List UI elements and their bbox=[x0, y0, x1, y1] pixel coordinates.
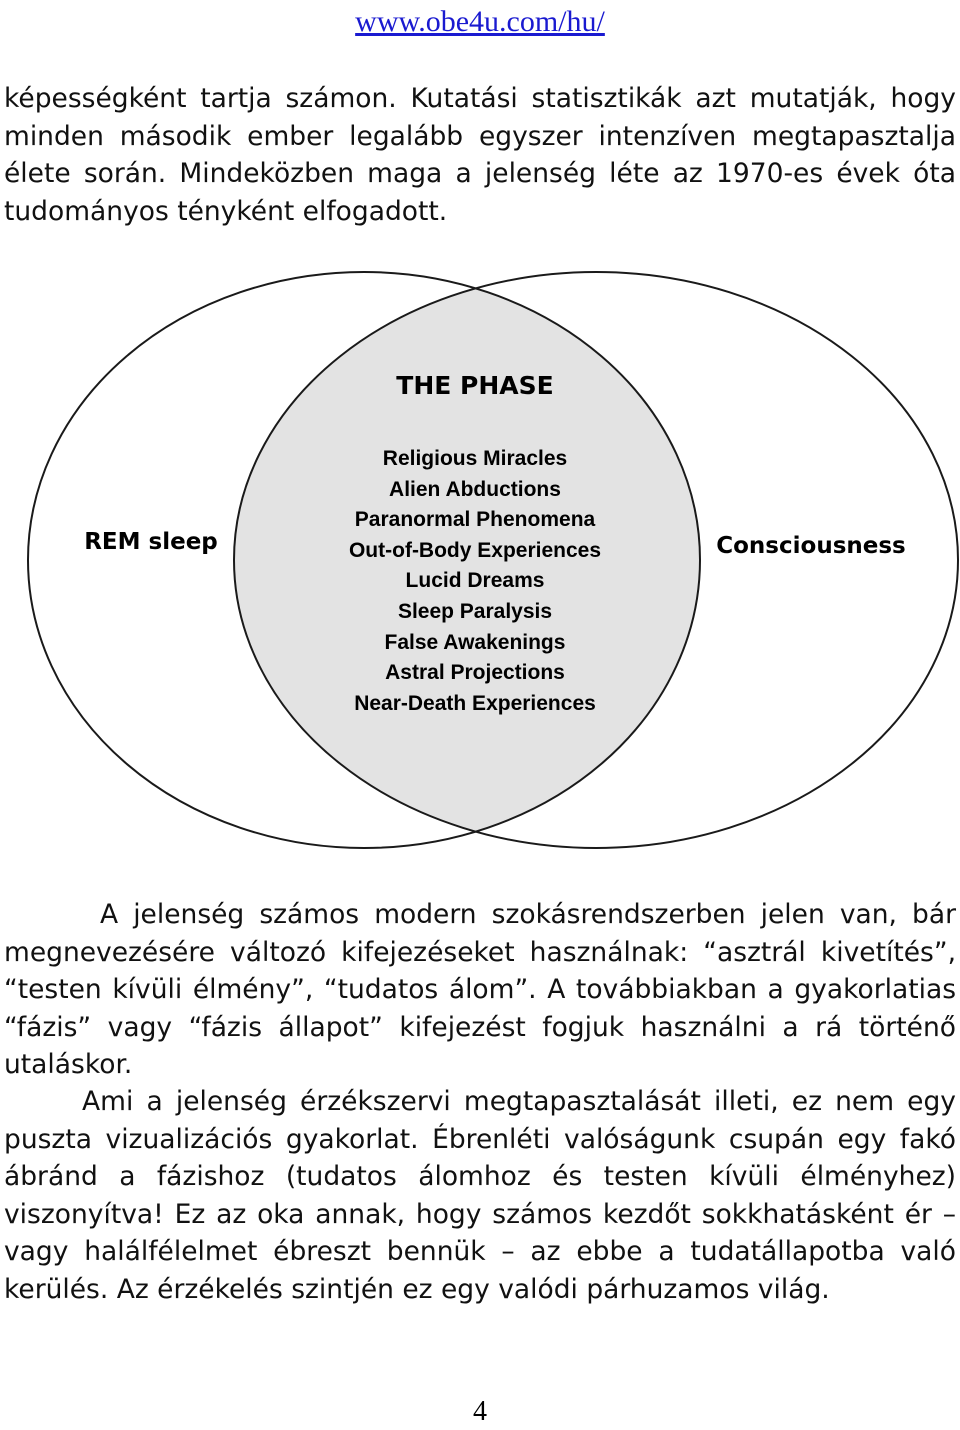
phenomenon-item: Lucid Dreams bbox=[405, 569, 545, 592]
phenomenon-item: Astral Projections bbox=[385, 661, 565, 684]
phenomenon-item: False Awakenings bbox=[384, 631, 566, 654]
diagram-title: THE PHASE bbox=[396, 371, 554, 400]
header-url-link[interactable]: www.obe4u.com/hu/ bbox=[355, 5, 605, 38]
phenomenon-item: Near-Death Experiences bbox=[354, 692, 596, 715]
venn-diagram bbox=[0, 268, 960, 856]
phenomenon-item: Out-of-Body Experiences bbox=[348, 539, 602, 562]
consciousness-label: Consciousness bbox=[716, 533, 906, 559]
rem-sleep-label: REM sleep bbox=[84, 529, 218, 555]
body-paragraph-1: A jelenség számos modern szokásrendszerben jelen van, bár megnevezésére változó kifejezéseket használnak: “asztrál kivetítés”, “testen kívüli élmény”, “tudatos álom”. A továbbiakban a gyakorlatias “fázis” vagy “fázis állapot” kifejezést fogjuk használni a rá történő utaláskor. bbox=[4, 899, 956, 1081]
phenomenon-item: Paranormal Phenomena bbox=[354, 508, 596, 531]
phenomenon-item: Alien Abductions bbox=[389, 478, 561, 501]
page-number: 4 bbox=[473, 1396, 487, 1427]
phenomenon-item: Sleep Paralysis bbox=[397, 600, 553, 623]
phenomenon-item: Religious Miracles bbox=[382, 447, 568, 470]
body-paragraph-2: Ami a jelenség érzékszervi megtapasztalását illeti, ez nem egy puszta vizualizációs gyakorlat. Ébrenléti valóságunk csupán egy fakó ábránd a fázishoz (tudatos álomhoz és testen kívüli élményhez) viszonyítva! Ez az oka annak, hogy számos kezdőt sokkhatásként ér – vagy halálfélelmet ébreszt bennük – az ebbe a tudatállapotba való kerülés. Az érzékelés szintjén ez egy valódi párhuzamos világ. bbox=[4, 1086, 956, 1305]
intro-paragraph: képességként tartja számon. Kutatási statisztikák azt mutatják, hogy minden második ember legalább egyszer intenzíven megtapasztalja élete során. Mindeközben maga a jelenség léte az 1970-es évek óta tudományos tényként elfogadott. bbox=[4, 83, 956, 227]
